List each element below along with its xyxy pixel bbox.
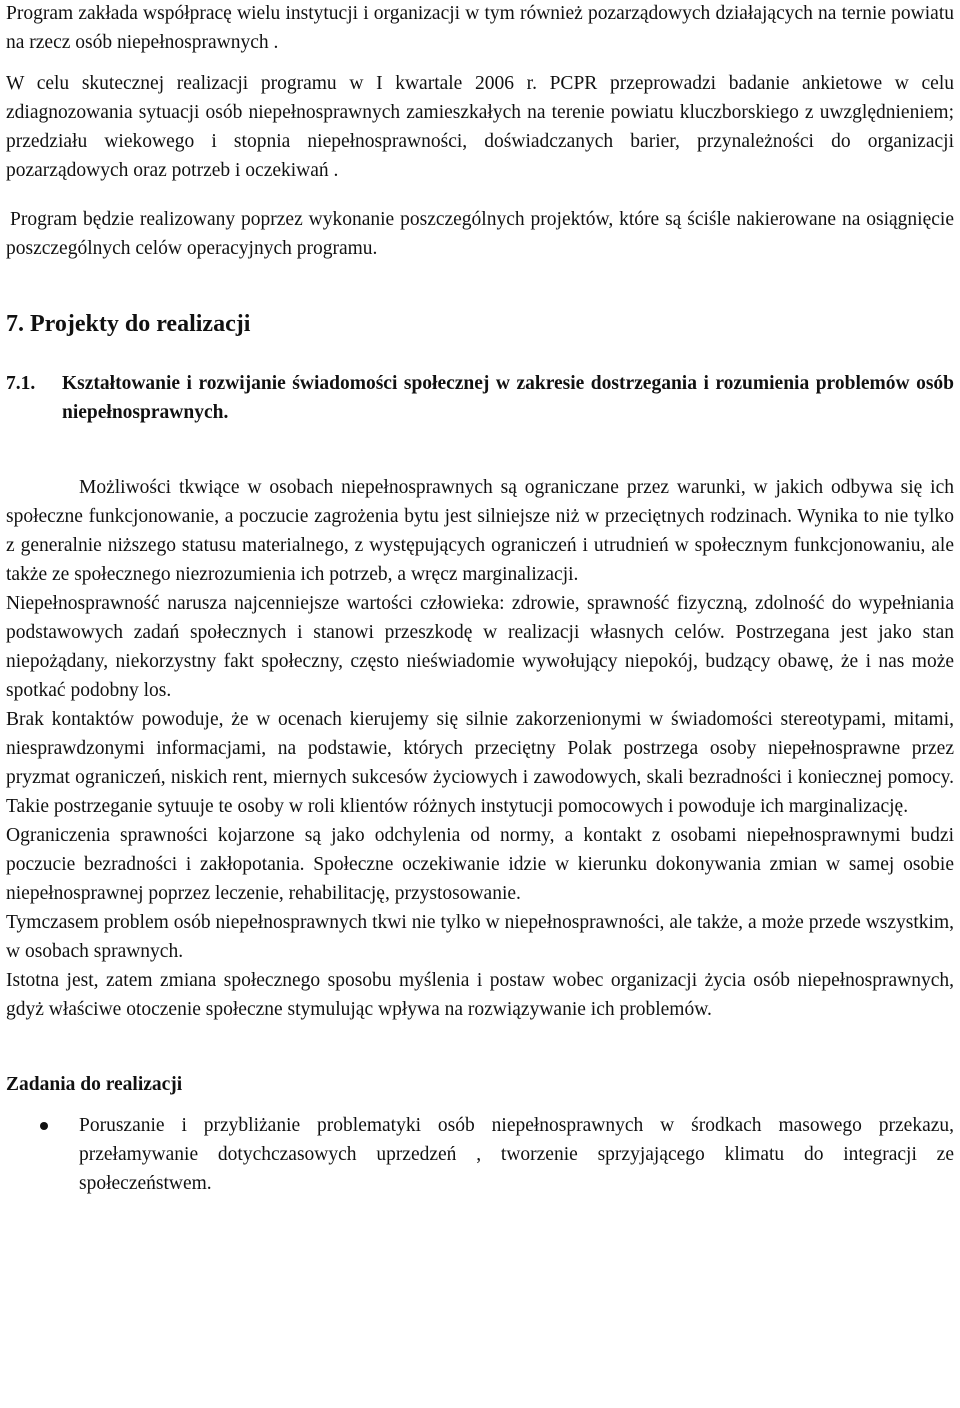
body-paragraph-2: Niepełnosprawność narusza najcenniejsze wartości człowieka: zdrowie, sprawność fizyczną, zdolność do wypełniania podstawowych zadań społecznych i stanowi przeszkodę w realizacji własnych celów. Postrzegana jest jako stan niepożądany, niekorzystny fakt społeczny, często nieświadomie wywołujący niepokój, budzący obawę, że i nas może spotkać podobny los. [6, 593, 954, 701]
subsection-title: Kształtowanie i rozwijanie świadomości społecznej w zakresie dostrzegania i rozumienia problemów osób niepełnosprawnych. [62, 373, 954, 423]
subsection-heading [6, 369, 954, 427]
body-paragraph-4: Ograniczenia sprawności kojarzone są jako odchylenia od normy, a kontakt z osobami niepełnosprawnymi budzi poczucie bezradności i zakłopotania. Społeczne oczekiwanie idzie w kierunku dokonywania zmian w samej osobie niepełnosprawnej poprzez leczenie, rehabilitację, przystosowanie. [6, 825, 954, 904]
body-paragraph-6: Istotna jest, zatem zmiana społecznego sposobu myślenia i postaw wobec organizacji życia osób niepełnosprawnych, gdyż właściwe otoczenie społeczne stymulując wpływa na rozwiązywanie ich problemów. [6, 970, 954, 1020]
subsection-number: 7.1. [6, 373, 36, 394]
tasks-heading: Zadania do realizacji [6, 1074, 183, 1095]
body-paragraph-3: Brak kontaktów powoduje, że w ocenach kierujemy się silnie zakorzenionymi w świadomości stereotypami, mitami, niesprawdzonymi informacjami, na podstawie, których przeciętny Polak postrzega osoby niepełnosprawne przez pryzmat ograniczeń, niskich rent, miernych sukcesów życiowych i zawodowych, skali bezradności i koniecznej pomocy. Takie postrzeganie sytuuje te osoby w roli klientów różnych instytucji pomocowych i powoduje ich marginalizację. [6, 709, 954, 817]
bullet-icon [6, 1111, 79, 1198]
task-text: Poruszanie i przybliżanie problematyki osób niepełnosprawnych w środkach masowego przekazu, przełamywanie dotychczasowych uprzedzeń , tworzenie sprzyjającego klimatu do integracji ze społeczeństwem. [79, 1115, 954, 1194]
body-paragraph-5: Tymczasem problem osób niepełnosprawnych tkwi nie tylko w niepełnosprawności, ale także, a może przede wszystkim, w osobach sprawnych. [6, 912, 954, 962]
intro-paragraph-2: W celu skutecznej realizacji programu w I kwartale 2006 r. PCPR przeprowadzi badanie ankietowe w celu zdiagnozowania sytuacji osób niepełnosprawnych zamieszkałych na terenie powiatu kluczborskiego z uwzględnieniem; przedziału wiekowego i stopnia niepełnosprawności, doświadczanych barier, przynależności do organizacji pozarządowych oraz potrzeb i oczekiwań . [6, 73, 954, 181]
document-page [6, 0, 954, 1198]
tasks-list [6, 1111, 954, 1198]
section-title: 7. Projekty do realizacji [6, 311, 251, 337]
intro-paragraph-3: Program będzie realizowany poprzez wykonanie poszczególnych projektów, które są ściśle nakierowane na osiągnięcie poszczególnych celów operacyjnych programu. [6, 209, 954, 259]
list-item [6, 1111, 954, 1198]
intro-paragraph-1: Program zakłada współpracę wielu instytucji i organizacji w tym również pozarządowych działających na ternie powiatu na rzecz osób niepełnosprawnych . [6, 3, 954, 53]
body-paragraph-1: Możliwości tkwiące w osobach niepełnosprawnych są ograniczane przez warunki, w jakich odbywa się ich społeczne funkcjonowanie, a poczucie zagrożenia bytu jest silniejsze niż w przeciętnych rodzinach. Wynika to nie tylko z generalnie niższego statusu materialnego, z występujących ograniczeń i utrudnień w społecznym funkcjonowaniu, ale także ze społecznego niezrozumienia ich potrzeb, a wręcz marginalizacji. [6, 477, 954, 585]
